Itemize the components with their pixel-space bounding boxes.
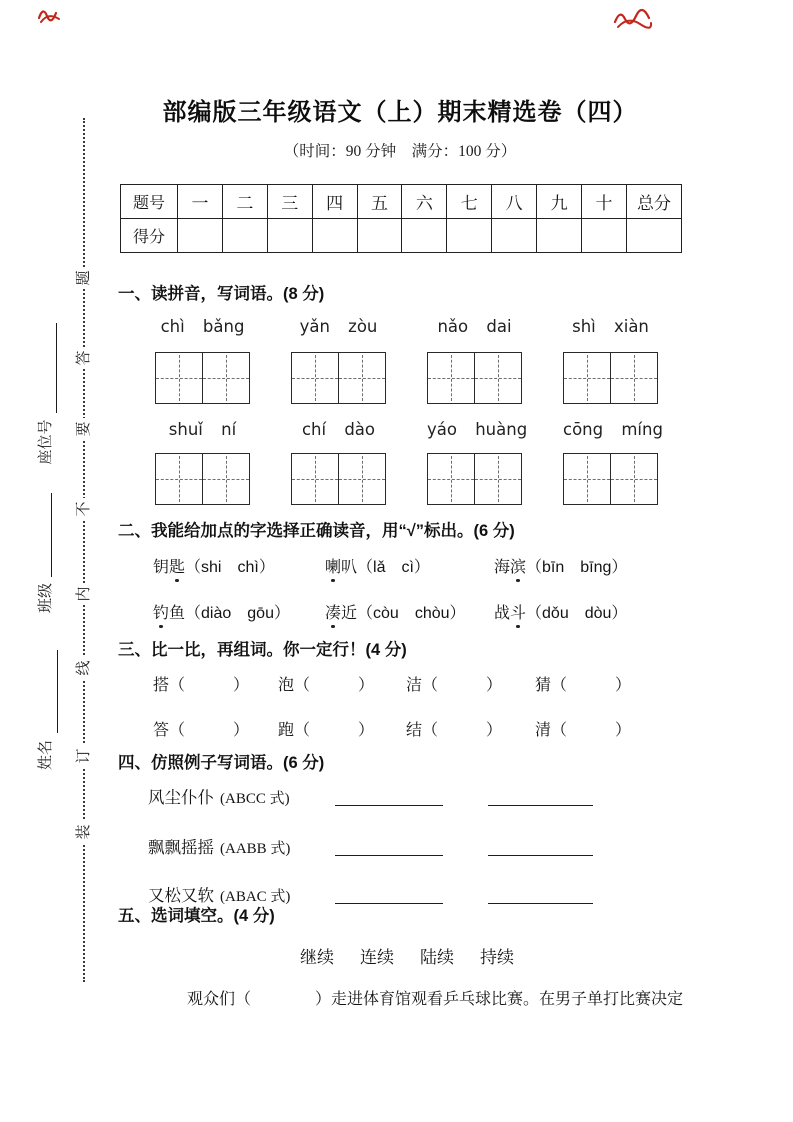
writing-box	[291, 453, 386, 505]
writing-box	[155, 453, 250, 505]
score-cell[interactable]	[537, 219, 582, 253]
writing-box	[427, 453, 522, 505]
pinyin-options: 鱼（diào gōu）	[169, 605, 290, 622]
writing-boxes-row-1	[118, 352, 684, 404]
word-building-row-2	[153, 717, 693, 740]
word-part: 钥	[153, 559, 170, 576]
writing-cell[interactable]	[475, 454, 521, 504]
score-table-cell: 二	[222, 185, 267, 219]
score-cell[interactable]	[357, 219, 402, 253]
binding-line-char: 题	[73, 267, 95, 289]
writing-box	[427, 352, 522, 404]
writing-cell[interactable]	[475, 353, 521, 403]
pinyin-word: yǎn zòu	[299, 317, 378, 336]
answer-blank-line[interactable]	[488, 855, 593, 856]
binding-line-char: 线	[73, 657, 95, 679]
pronunciation-row-1	[153, 554, 693, 577]
score-table-cell: 五	[357, 185, 402, 219]
score-table-cell: 四	[312, 185, 357, 219]
section-4-heading: 四、仿照例子写词语。(6 分)	[118, 754, 325, 772]
dotted-character: 滨	[510, 554, 526, 577]
pinyin-options: 叭（lǎ cì）	[341, 559, 430, 576]
score-table-cell: 七	[447, 185, 492, 219]
score-table-header-row	[121, 185, 682, 219]
writing-cell[interactable]	[611, 454, 657, 504]
word-blank-item[interactable]: 洁（ ）	[406, 677, 503, 694]
pattern-label: (AABB 式)	[220, 841, 291, 857]
word-bank-option: 继续	[300, 948, 334, 967]
writing-cell[interactable]	[564, 353, 611, 403]
word-part: 海	[494, 559, 511, 576]
score-cell[interactable]	[492, 219, 537, 253]
stray-orange-dot	[646, 721, 651, 726]
section-2-heading: 二、我能给加点的字选择正确读音，用“√”标出。(6 分)	[118, 522, 515, 540]
writing-cell[interactable]	[339, 454, 385, 504]
pinyin-row-2	[118, 420, 684, 439]
seat-number-label: 座位号	[37, 419, 54, 465]
dotted-character: 喇	[325, 554, 341, 577]
score-cell[interactable]	[627, 219, 682, 253]
pattern-label: (ABCC 式)	[220, 791, 290, 807]
pinyin-options: （dǒu dòu）	[526, 605, 628, 622]
pinyin-word: shuǐ ní	[168, 420, 237, 439]
pronunciation-item[interactable]	[494, 600, 627, 623]
score-table-cell: 六	[402, 185, 447, 219]
binding-line-char: 装	[73, 821, 95, 843]
binding-line-text	[0, 0, 110, 1122]
dotted-character: 钓	[153, 600, 169, 623]
pinyin-word: yáo huàng	[427, 420, 528, 439]
pinyin-options: （shi chì）	[185, 559, 275, 576]
page-subtitle: （时间：90 分钟 满分：100 分）	[283, 143, 517, 160]
writing-cell[interactable]	[203, 454, 249, 504]
name-label: 姓名	[37, 740, 54, 771]
pattern-label: (ABAC 式)	[220, 889, 291, 905]
red-ink-scribble	[36, 4, 64, 26]
score-table-cell: 九	[537, 185, 582, 219]
score-cell[interactable]	[312, 219, 357, 253]
writing-cell[interactable]	[564, 454, 611, 504]
example-word: 风尘仆仆	[148, 789, 214, 807]
pronunciation-row-2	[153, 600, 693, 623]
score-cell[interactable]	[178, 219, 223, 253]
binding-line-char: 不	[73, 498, 95, 520]
pattern-word-row	[148, 882, 693, 903]
answer-blank-line[interactable]	[335, 805, 443, 806]
score-cell[interactable]	[582, 219, 627, 253]
pronunciation-item[interactable]	[325, 554, 494, 577]
score-row-label: 得分	[121, 219, 178, 253]
answer-blank-line[interactable]	[488, 805, 593, 806]
writing-cell[interactable]	[292, 454, 339, 504]
writing-cell[interactable]	[428, 454, 475, 504]
pinyin-row-1	[118, 317, 684, 336]
seat-number-fill-line[interactable]	[56, 323, 57, 413]
writing-cell[interactable]	[203, 353, 249, 403]
binding-line-char: 订	[73, 745, 95, 767]
pinyin-word: cōng míng	[563, 420, 663, 439]
pattern-word-row	[148, 834, 693, 855]
dotted-character: 凑	[325, 600, 341, 623]
word-blank-item[interactable]: 泡（ ）	[278, 677, 375, 694]
word-blank-item[interactable]: 答（ ）	[153, 722, 250, 739]
score-table-cell: 三	[267, 185, 312, 219]
writing-cell[interactable]	[292, 353, 339, 403]
section-3-heading: 三、比一比，再组词。你一定行！(4 分)	[118, 641, 407, 659]
score-cell[interactable]	[447, 219, 492, 253]
example-word: 又松又软	[148, 887, 214, 905]
writing-cell[interactable]	[611, 353, 657, 403]
score-table-cell: 十	[582, 185, 627, 219]
word-blank-item[interactable]: 猜（ ）	[535, 677, 632, 694]
writing-boxes-row-2	[118, 453, 684, 505]
pattern-word-row	[148, 784, 693, 805]
pinyin-word: nǎo dai	[437, 317, 512, 336]
dotted-character: 匙	[169, 554, 185, 577]
pinyin-word: chí dào	[301, 420, 376, 439]
pronunciation-item[interactable]	[153, 554, 325, 577]
score-table-cell: 一	[178, 185, 223, 219]
score-cell[interactable]	[267, 219, 312, 253]
name-fill-line[interactable]	[57, 650, 58, 733]
score-cell[interactable]	[402, 219, 447, 253]
score-table-cell: 八	[492, 185, 537, 219]
word-bank	[300, 943, 514, 968]
writing-cell[interactable]	[339, 353, 385, 403]
word-bank-option: 持续	[480, 948, 514, 967]
pronunciation-item[interactable]	[153, 600, 325, 623]
binding-line-char: 要	[73, 418, 95, 440]
example-word: 飘飘摇摇	[148, 839, 214, 857]
pinyin-options: （bīn bīng）	[526, 559, 628, 576]
writing-box	[291, 352, 386, 404]
answer-blank-line[interactable]	[335, 855, 443, 856]
section-5-heading: 五、选词填空。(4 分)	[118, 907, 275, 925]
score-table-cell-tihao: 题号	[121, 185, 178, 219]
word-blank-item[interactable]: 搭（ ）	[153, 677, 250, 694]
word-bank-option: 连续	[360, 948, 394, 967]
fill-blank-sentence[interactable]: 观众们（ ）走进体育馆观看乒乓球比赛。在男子单打比赛决定	[187, 991, 684, 1008]
writing-box	[563, 352, 658, 404]
binding-line-char: 内	[73, 583, 95, 605]
word-blank-item[interactable]: 清（ ）	[535, 722, 632, 739]
pinyin-options: 近（còu chòu）	[341, 605, 466, 622]
class-label: 班级	[37, 583, 54, 614]
score-table	[120, 184, 682, 253]
red-ink-scribble	[612, 6, 654, 32]
word-bank-option: 陆续	[420, 948, 454, 967]
pronunciation-item[interactable]	[494, 554, 627, 577]
word-part: 战	[494, 605, 511, 622]
word-blank-item[interactable]: 跑（ ）	[278, 722, 375, 739]
pinyin-word: chì bǎng	[160, 317, 245, 336]
pinyin-word: shì xiàn	[572, 317, 649, 336]
page-title: 部编版三年级语文（上）期末精选卷（四）	[162, 99, 638, 126]
section-1-heading: 一、读拼音，写词语。(8 分)	[118, 285, 325, 303]
word-blank-item[interactable]: 结（ ）	[406, 722, 503, 739]
score-table-score-row	[121, 219, 682, 253]
writing-cell[interactable]	[156, 454, 203, 504]
pronunciation-item[interactable]	[325, 600, 494, 623]
writing-box	[563, 453, 658, 505]
class-fill-line[interactable]	[51, 493, 52, 577]
writing-cell[interactable]	[428, 353, 475, 403]
writing-cell[interactable]	[156, 353, 203, 403]
score-table-cell-total: 总分	[627, 185, 682, 219]
score-cell[interactable]	[222, 219, 267, 253]
writing-box	[155, 352, 250, 404]
binding-line-char: 答	[73, 347, 95, 369]
word-building-row-1	[153, 672, 693, 695]
dotted-character: 斗	[510, 600, 526, 623]
